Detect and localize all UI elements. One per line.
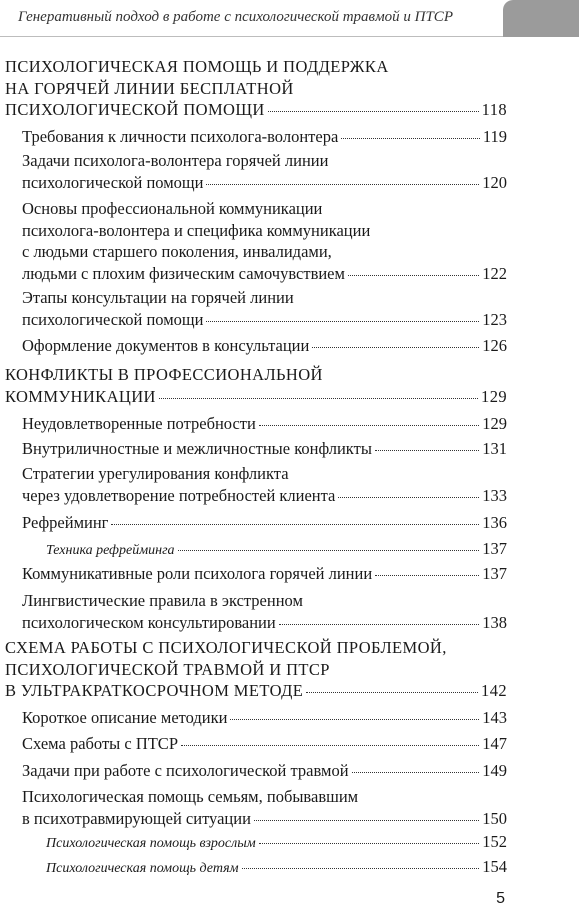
toc-page-number: 122 bbox=[482, 263, 507, 283]
toc-entry-line bbox=[5, 78, 507, 100]
toc-entry-line bbox=[22, 760, 507, 782]
dot-leader bbox=[230, 719, 479, 720]
toc-entry-title: Внутриличностные и межличностные конфликты bbox=[22, 439, 372, 458]
toc-page-number: 137 bbox=[482, 564, 507, 583]
toc-page-number: 136 bbox=[482, 513, 507, 532]
toc-subsection-entry[interactable] bbox=[22, 590, 507, 633]
dot-leader bbox=[254, 820, 479, 821]
toc-entry-line bbox=[22, 335, 507, 357]
dot-leader bbox=[268, 111, 479, 112]
toc-entry-line bbox=[5, 680, 507, 702]
toc-entry-line bbox=[22, 263, 507, 285]
toc-page-number: 147 bbox=[482, 734, 507, 753]
toc-entry-line bbox=[46, 832, 507, 854]
toc-entry-title: Психологическая помощь семьям, побывавшим bbox=[22, 787, 359, 806]
toc-page-number: 129 bbox=[481, 386, 507, 406]
toc-subsection-entry[interactable] bbox=[22, 463, 507, 506]
toc-page-number: 126 bbox=[482, 336, 507, 355]
toc-entry-title: ПСИХОЛОГИЧЕСКАЯ ПОМОЩЬ И ПОДДЕРЖКА bbox=[5, 57, 389, 76]
toc-entry-line bbox=[22, 413, 507, 435]
toc-page-number: 137 bbox=[482, 539, 507, 558]
toc-subsection-entry[interactable] bbox=[22, 786, 507, 829]
toc-entry-line bbox=[22, 241, 507, 263]
toc-entry-title: Задачи при работе с психологической травмой bbox=[22, 761, 349, 780]
toc-entry-line bbox=[22, 512, 507, 534]
toc-subsection-entry[interactable] bbox=[22, 733, 507, 755]
toc-entry-line bbox=[22, 287, 507, 309]
toc-subsection-entry[interactable] bbox=[22, 150, 507, 193]
toc-entry-line bbox=[5, 99, 507, 121]
toc-subsection-entry[interactable] bbox=[22, 760, 507, 782]
toc-entry-title: людьми с плохим физическим самочувствием bbox=[22, 263, 345, 283]
toc-entry-line bbox=[46, 539, 507, 561]
dot-leader bbox=[338, 497, 479, 498]
dot-leader bbox=[352, 772, 480, 773]
toc-entry-line bbox=[22, 733, 507, 755]
toc-entry-line bbox=[5, 659, 507, 681]
toc-entry-line bbox=[22, 707, 507, 729]
running-header bbox=[0, 0, 579, 37]
toc-entry-title: психологической помощи bbox=[22, 172, 204, 192]
toc-subsubsection-entry[interactable] bbox=[46, 832, 507, 854]
toc-entry-line bbox=[22, 438, 507, 460]
dot-leader bbox=[178, 550, 480, 551]
dot-leader bbox=[206, 184, 479, 185]
toc-entry-title: ПСИХОЛОГИЧЕСКОЙ ТРАВМОЙ И ПТСР bbox=[5, 659, 330, 679]
toc-entry-line bbox=[5, 386, 507, 408]
toc-subsubsection-entry[interactable] bbox=[46, 539, 507, 561]
toc-page-number: 149 bbox=[482, 761, 507, 780]
toc-entry-title: Техника рефрейминга bbox=[46, 543, 175, 558]
toc-entry-title: Неудовлетворенные потребности bbox=[22, 414, 256, 433]
toc-entry-title: Оформление документов в консультации bbox=[22, 336, 310, 355]
dot-leader bbox=[375, 450, 479, 451]
toc-subsection-entry[interactable] bbox=[22, 438, 507, 460]
dot-leader bbox=[159, 398, 478, 399]
toc-entry-line bbox=[22, 808, 507, 830]
toc-subsection-entry[interactable] bbox=[22, 563, 507, 585]
toc-entry-line bbox=[22, 309, 507, 331]
toc-page-number: 118 bbox=[481, 100, 507, 119]
toc-entry-line bbox=[22, 172, 507, 194]
dot-leader bbox=[242, 868, 480, 869]
dot-leader bbox=[206, 321, 479, 322]
toc-entry-line bbox=[5, 56, 507, 78]
toc-entry-title: Короткое описание методики bbox=[22, 708, 228, 727]
toc-entry-line bbox=[22, 220, 507, 242]
toc-entry-line bbox=[22, 463, 507, 485]
toc-entry-title: НА ГОРЯЧЕЙ ЛИНИИ БЕСПЛАТНОЙ bbox=[5, 78, 294, 98]
toc-page-number: 131 bbox=[482, 439, 507, 458]
toc-page-number: 143 bbox=[482, 708, 507, 727]
toc-entry-title: Психологическая помощь взрослым bbox=[46, 836, 256, 851]
toc-subsection-entry[interactable] bbox=[22, 126, 507, 148]
dot-leader bbox=[259, 843, 480, 844]
toc-entry-title: Этапы консультации на горячей линии bbox=[22, 288, 294, 307]
toc-entry-title: психолога-волонтера и специфика коммуникации bbox=[22, 220, 371, 240]
toc-entry-title: В УЛЬТРАКРАТКОСРОЧНОМ МЕТОДЕ bbox=[5, 681, 304, 700]
toc-entry-line bbox=[5, 364, 507, 386]
dot-leader bbox=[306, 692, 478, 693]
dot-leader bbox=[259, 425, 479, 426]
page-number: 5 bbox=[496, 890, 505, 907]
toc-entry-line bbox=[22, 590, 507, 612]
toc-entry-line bbox=[22, 612, 507, 634]
toc-page-number: 154 bbox=[482, 857, 507, 876]
toc-page-number: 119 bbox=[482, 127, 507, 146]
toc-entry-title: Рефрейминг bbox=[22, 513, 109, 532]
toc-entry-line bbox=[22, 485, 507, 507]
toc-entry-title: Задачи психолога-волонтера горячей линии bbox=[22, 151, 329, 170]
toc-page-number: 152 bbox=[482, 832, 507, 851]
toc-entry-title: КОММУНИКАЦИИ bbox=[5, 386, 156, 406]
dot-leader bbox=[279, 624, 480, 625]
toc-entry-title: Лингвистические правила в экстренном bbox=[22, 591, 303, 610]
toc-subsection-entry[interactable] bbox=[22, 512, 507, 534]
toc-entry-line bbox=[5, 637, 507, 659]
toc-page-number: 123 bbox=[482, 309, 507, 329]
toc-entry-title: Схема работы с ПТСР bbox=[22, 734, 178, 753]
toc-subsubsection-entry[interactable] bbox=[46, 857, 507, 879]
toc-entry-title: ПСИХОЛОГИЧЕСКОЙ ПОМОЩИ bbox=[5, 100, 265, 119]
toc-entry-line bbox=[22, 150, 507, 172]
toc-section-entry[interactable] bbox=[5, 364, 507, 407]
dot-leader bbox=[375, 575, 479, 576]
header-tab bbox=[503, 0, 579, 37]
toc-entry-title: Психологическая помощь детям bbox=[46, 861, 239, 876]
toc-entry-title: Требования к личности психолога-волонтера bbox=[22, 127, 339, 146]
toc-section-entry[interactable] bbox=[5, 637, 507, 702]
toc-section-entry[interactable] bbox=[5, 56, 507, 121]
dot-leader bbox=[111, 524, 479, 525]
toc-entry-line bbox=[22, 786, 507, 808]
toc-entry-line bbox=[22, 126, 507, 148]
dot-leader bbox=[181, 745, 479, 746]
toc-entry-line bbox=[46, 857, 507, 879]
dot-leader bbox=[341, 138, 480, 139]
toc-subsection-entry[interactable] bbox=[22, 335, 507, 357]
toc-entry-title: Коммуникативные роли психолога горячей линии bbox=[22, 564, 373, 583]
toc-entry-title: психологическом консультировании bbox=[22, 612, 276, 632]
toc-entry-title: КОНФЛИКТЫ В ПРОФЕССИОНАЛЬНОЙ bbox=[5, 365, 323, 384]
dot-leader bbox=[348, 275, 479, 276]
toc-subsection-entry[interactable] bbox=[22, 198, 507, 284]
toc-entry-line bbox=[22, 198, 507, 220]
dot-leader bbox=[312, 347, 479, 348]
toc-entry-title: психологической помощи bbox=[22, 309, 204, 329]
toc-page-number: 138 bbox=[482, 612, 507, 632]
toc-subsection-entry[interactable] bbox=[22, 707, 507, 729]
toc-entry-line bbox=[22, 563, 507, 585]
toc-page-number: 142 bbox=[481, 681, 507, 700]
toc-entry-title: в психотравмирующей ситуации bbox=[22, 808, 251, 828]
toc-entry-title: через удовлетворение потребностей клиента bbox=[22, 485, 336, 505]
toc-entry-title: СХЕМА РАБОТЫ С ПСИХОЛОГИЧЕСКОЙ ПРОБЛЕМОЙ, bbox=[5, 638, 447, 657]
toc-page-number: 129 bbox=[482, 414, 507, 433]
toc-entry-title: Основы профессиональной коммуникации bbox=[22, 199, 323, 218]
toc-entry-title: Стратегии урегулирования конфликта bbox=[22, 464, 289, 483]
toc-subsection-entry[interactable] bbox=[22, 287, 507, 330]
toc-page-number: 120 bbox=[482, 172, 507, 192]
toc-subsection-entry[interactable] bbox=[22, 413, 507, 435]
toc-page-number: 133 bbox=[482, 485, 507, 505]
running-title: Генеративный подход в работе с психологической травмой и ПТСР bbox=[18, 9, 453, 25]
toc-entry-title: с людьми старшего поколения, инвалидами, bbox=[22, 242, 332, 261]
toc-page-number: 150 bbox=[482, 808, 507, 828]
